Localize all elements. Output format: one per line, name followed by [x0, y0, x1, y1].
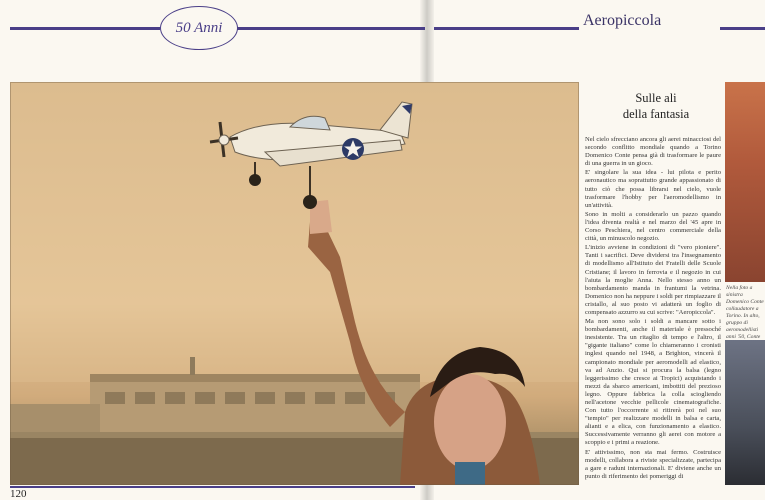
article-title-line1: Sulle ali — [635, 91, 677, 105]
article-paragraph: L'inizio avviene in condizioni di "vero pioniere". Tanti i sacrifici. Deve dividersi tra l'insegnamento di modellismo all'Istituto dei Fratelli delle Scuole Cristiane; il lavoro in ferrovia e il negozio in cui l'aiuta la moglie Anna. Nello stesso anno un bombardamento manda in frantumi la vetrina. Domenico non ha neppure i soldi per rimpiazzare il cristallo, al suo posto vi adatterà un foglio di compensato azzurro su cui scrive: "Aeropiccola". — [585, 244, 721, 316]
anniversary-badge — [160, 6, 238, 50]
article-body — [585, 136, 721, 482]
header-rule-edge — [720, 27, 765, 30]
article-paragraph: Sono in molti a considerarlo un pazzo quando l'idea diventa realtà e nel marzo del '45 apre in Corso Peschiera, nel centro commerciale della città, un minuscolo negozio. — [585, 210, 721, 243]
photo-illustration — [10, 82, 579, 485]
side-photo-top — [725, 82, 765, 282]
man-face — [434, 374, 506, 470]
side-photo-caption: Nella foto a sinistra Domenico Conte collaudatore a Torino. In alto, gruppo di aeromodellisti anni '50, Conte — [726, 285, 764, 340]
header-rule-left — [10, 27, 160, 30]
article-title — [596, 90, 716, 122]
article-title-line2: della fantasia — [622, 107, 690, 121]
left-buildings — [10, 404, 100, 434]
header-rule-right — [434, 27, 579, 30]
article-paragraph: Nel cielo sfrecciano ancora gli aerei minacciosi del secondo conflitto mondiale quando a Torino Domenico Conte pensa già di trasformare le paure di una guerra in un gioco. — [585, 136, 721, 168]
section-title: Aeropiccola — [583, 12, 662, 29]
chimney — [190, 357, 195, 375]
header-rule-center — [237, 27, 425, 30]
main-photo — [10, 82, 579, 485]
side-photo-bottom — [725, 340, 765, 485]
article-paragraph: E' attivissimo, non sta mai fermo. Costruisce modelli, collabora a riviste specializzate, partecipa a gare e raduni internazionali. E' diviene anche un punto di riferimento dei pomeriggi di — [585, 448, 721, 480]
man-shirt — [455, 462, 485, 485]
footer-rule — [10, 486, 415, 488]
anniversary-badge-text: 50 Anni — [175, 19, 223, 36]
article-paragraph: E' singolare la sua idea - lui pilota e perito aeronautico ma soprattutto grande appassionato di tutto ciò che possa librarsi nel cielo, vuole trasformare l'hobby per l'aeromodellismo in un'attività. — [585, 169, 721, 209]
page-number: 120 — [10, 488, 27, 500]
article-paragraph: Ma non sono solo i soldi a mancare sotto i bombardamenti, anche il materiale è pressoché inesistente. Tra un ritaglio di tempo e l'altro, il "gigante italiano" come lo chiameranno i cronisti inglesi quando nel 1948, a Brighton, vincerà il campionato mondiale per aeromodelli ad elastico, va ad Anzio. Qui si procura la balsa (legno leggerissimo che cresce ai Tropici) acquistando i mezzi da sbarco americani, imbottiti del prezioso legno. Oppure fabbrica la colla sciogliendo nell'acetone vecchie pellicole cinematografiche. Con tutto l'occorrente si ritirerà poi nel suo "tempio" per realizzare modelli in balsa e carta, alianti e a elica, con funzionamento a elastico. Successivamente verranno gli aerei con motore a scoppio e i primi a reazione. — [585, 318, 721, 447]
